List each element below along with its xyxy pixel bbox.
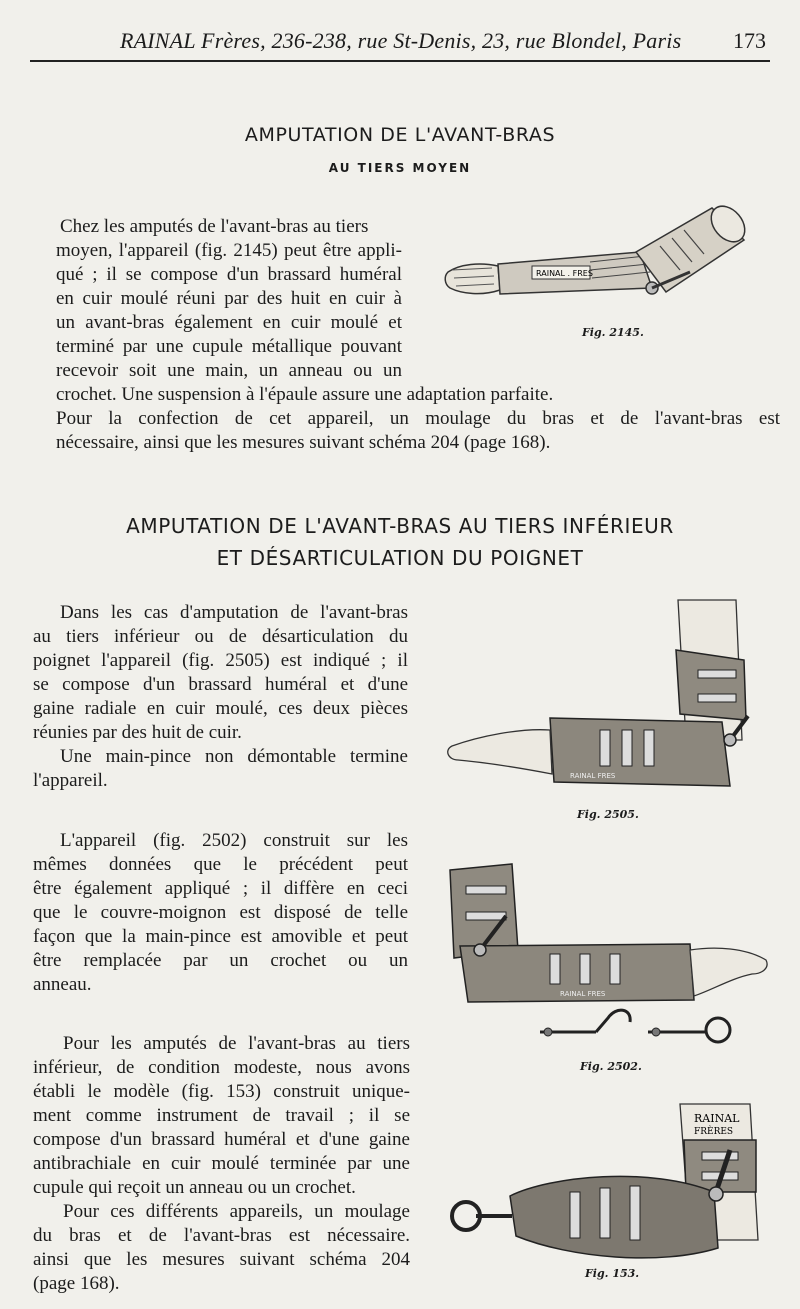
fig-153-illustration: [440, 1100, 770, 1270]
header-rule: [30, 60, 770, 62]
section1-text-narrow: [56, 215, 402, 383]
text-line: façon que la main-pince est amovible et peut: [33, 926, 408, 947]
running-head: RAINAL Frères, 236-238, rue St-Denis, 23, rue Blondel, Paris: [120, 28, 682, 53]
section1-title: AMPUTATION DE L'AVANT-BRAS: [244, 124, 556, 146]
text-line: moyen, l'appareil (fig. 2145) peut être appli-: [56, 240, 402, 261]
fig-153-stamp-line1: RAINAL: [694, 1112, 740, 1125]
section1-subtitle: AU TIERS MOYEN: [328, 161, 472, 175]
text-line: que le couvre-moignon est disposé de telle: [33, 902, 408, 923]
section2-para2: [33, 829, 408, 997]
text-line: en cuir moulé réuni par des huit en cuir à: [56, 288, 402, 309]
fig-153-caption: Fig. 153.: [585, 1267, 640, 1280]
section2-para3: [33, 1032, 410, 1296]
section2-title-line1: AMPUTATION DE L'AVANT-BRAS AU TIERS INFÉRIEUR: [126, 514, 674, 538]
section1-text-wide: [56, 383, 780, 455]
text-line: au tiers inférieur ou de désarticulation du: [33, 626, 408, 647]
text-line: Pour la confection de cet appareil, un moulage du bras et de l'avant-bras est: [56, 408, 780, 429]
fig-2505-caption: Fig. 2505.: [577, 808, 639, 821]
text-line: poignet l'appareil (fig. 2505) est indiqué ; il: [33, 650, 408, 671]
text-line: mêmes données que le précédent peut: [33, 854, 408, 875]
fig-2145-caption: Fig. 2145.: [582, 326, 644, 339]
text-line: Pour les amputés de l'avant-bras au tiers: [63, 1033, 410, 1054]
fig-2502-label: RAINAL FRES: [560, 990, 606, 998]
text-line: Dans les cas d'amputation de l'avant-bras: [60, 602, 408, 623]
text-line: nécessaire, ainsi que les mesures suivant schéma 204 (page 168).: [56, 432, 551, 453]
text-line: ment comme instrument de travail ; il se: [33, 1105, 410, 1126]
fig-2145-label: RAINAL . FRES: [536, 269, 593, 278]
text-line: un avant-bras également en cuir moulé et: [56, 312, 402, 333]
text-line: du bras et de l'avant-bras est nécessaire.: [33, 1225, 410, 1246]
fig-2145-illustration: [440, 200, 760, 330]
text-line: (page 168).: [33, 1273, 120, 1294]
text-line: l'appareil.: [33, 770, 108, 791]
fig-153-stamp-line2: FRÈRES: [694, 1127, 734, 1137]
text-line: ainsi que les mesures suivant schéma 204: [33, 1249, 410, 1270]
text-line: inférieur, de condition modeste, nous avons: [33, 1057, 410, 1078]
text-line: anneau.: [33, 974, 92, 995]
fig-2502-illustration: [440, 850, 770, 1065]
section2-para1: [33, 601, 408, 793]
text-line: Une main-pince non démontable termine: [60, 746, 408, 767]
fig-2502-caption: Fig. 2502.: [580, 1060, 642, 1073]
text-line: se compose d'un brassard huméral et d'une: [33, 674, 408, 695]
text-line: Pour ces différents appareils, un moulage: [63, 1201, 410, 1222]
text-line: compose d'un brassard huméral et d'une gaine: [33, 1129, 410, 1150]
fig-2505-label: RAINAL FRES: [570, 772, 616, 780]
text-line: antibrachiale en cuir moulé terminée par une: [33, 1153, 410, 1174]
text-line: crochet. Une suspension à l'épaule assure une adaptation parfaite.: [56, 384, 554, 405]
fig-2505-illustration: [440, 590, 770, 810]
text-line: qué ; il se compose d'un brassard huméral: [56, 264, 402, 285]
text-line: être remplacée par un crochet ou un: [33, 950, 408, 971]
section2-title-line2: ET DÉSARTICULATION DU POIGNET: [216, 546, 584, 570]
page-number: 173: [733, 28, 766, 53]
text-line: L'appareil (fig. 2502) construit sur les: [60, 830, 408, 851]
text-line: cupule qui reçoit un anneau ou un crochet.: [33, 1177, 356, 1198]
text-line: recevoir soit une main, un anneau ou un: [56, 360, 402, 381]
text-line: réunies par des huit de cuir.: [33, 722, 242, 743]
text-line: établi le modèle (fig. 153) construit unique-: [33, 1081, 410, 1102]
text-line: gaine radiale en cuir moulé, ces deux pièces: [33, 698, 408, 719]
text-line: Chez les amputés de l'avant-bras au tiers: [60, 216, 369, 237]
text-line: être également appliqué ; il diffère en ceci: [33, 878, 408, 899]
text-line: terminé par une cupule métallique pouvant: [56, 336, 402, 357]
